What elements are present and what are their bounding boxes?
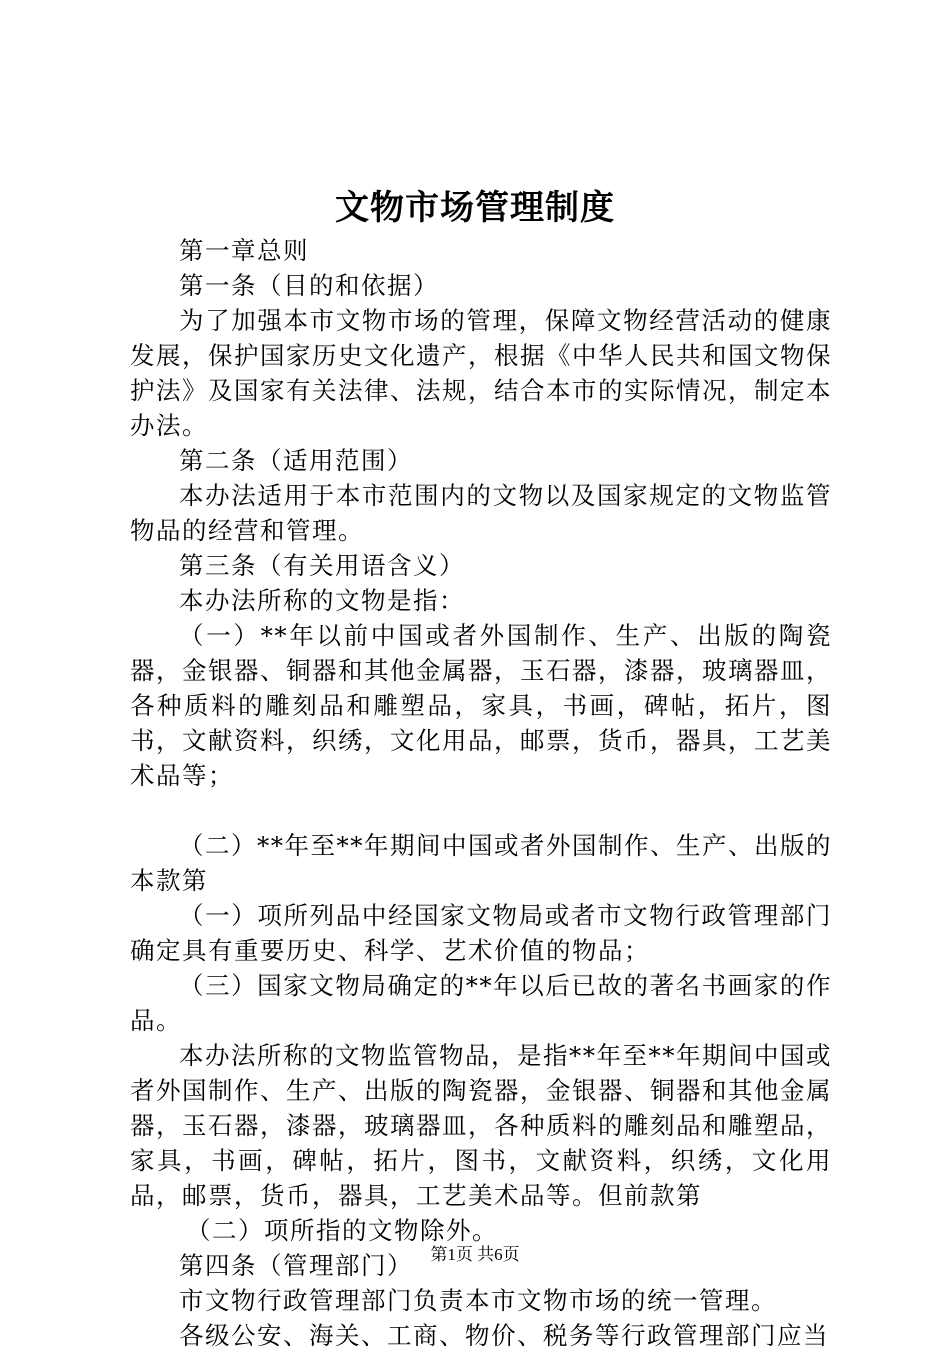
list-item: （三）国家文物局确定的**年以后已故的著名书画家的作品。 <box>130 971 832 1035</box>
paragraph: （二）项所指的文物除外。 <box>186 1216 498 1245</box>
list-item: （一）**年以前中国或者外国制作、生产、出版的陶瓷器，金银器、铜器和其他金属器，玉石器，漆器，玻璃器皿，各种质料的雕刻品和雕塑品，家具，书画，碑帖，拓片，图书，文献资料，织绣，文化用品，邮票，货币，器具，工艺美术品等； <box>130 621 832 790</box>
article-heading: 第二条（适用范围） <box>179 446 413 475</box>
paragraph: 本办法适用于本市范围内的文物以及国家规定的文物监管物品的经营和管理。 <box>130 481 832 545</box>
article-heading: 第三条（有关用语含义） <box>179 551 465 580</box>
document-body <box>130 233 832 1353</box>
paragraph: 各级公安、海关、工商、物价、税务等行政管理部门应当 <box>179 1321 829 1350</box>
list-item: （二）**年至**年期间中国或者外国制作、生产、出版的本款第 <box>130 831 832 895</box>
page-footer: 第1页 共6页 <box>430 1245 520 1264</box>
paragraph: 本办法所称的文物是指： <box>179 586 465 615</box>
paragraph: 本办法所称的文物监管物品，是指**年至**年期间中国或者外国制作、生产、出版的陶瓷器，金银器、铜器和其他金属器，玉石器，漆器，玻璃器皿，各种质料的雕刻品和雕塑品，家具，书画，碑帖，拓片，图书，文献资料，织绣，文化用品，邮票，货币，器具，工艺美术品等。但前款第 <box>130 1041 832 1210</box>
paragraph: 市文物行政管理部门负责本市文物市场的统一管理。 <box>179 1286 777 1315</box>
article-heading: 第四条（管理部门） <box>179 1251 413 1280</box>
paragraph: 为了加强本市文物市场的管理，保障文物经营活动的健康发展，保护国家历史文化遗产，根据《中华人民共和国文物保护法》及国家有关法律、法规，结合本市的实际情况，制定本办法。 <box>130 306 832 440</box>
article-heading: 第一条（目的和依据） <box>179 271 439 300</box>
chapter-heading: 第一章总则 <box>179 236 309 265</box>
blank-line <box>130 793 832 828</box>
list-item: （一）项所列品中经国家文物局或者市文物行政管理部门确定具有重要历史、科学、艺术价值的物品； <box>130 901 832 965</box>
document-title: 文物市场管理制度 <box>335 188 615 228</box>
